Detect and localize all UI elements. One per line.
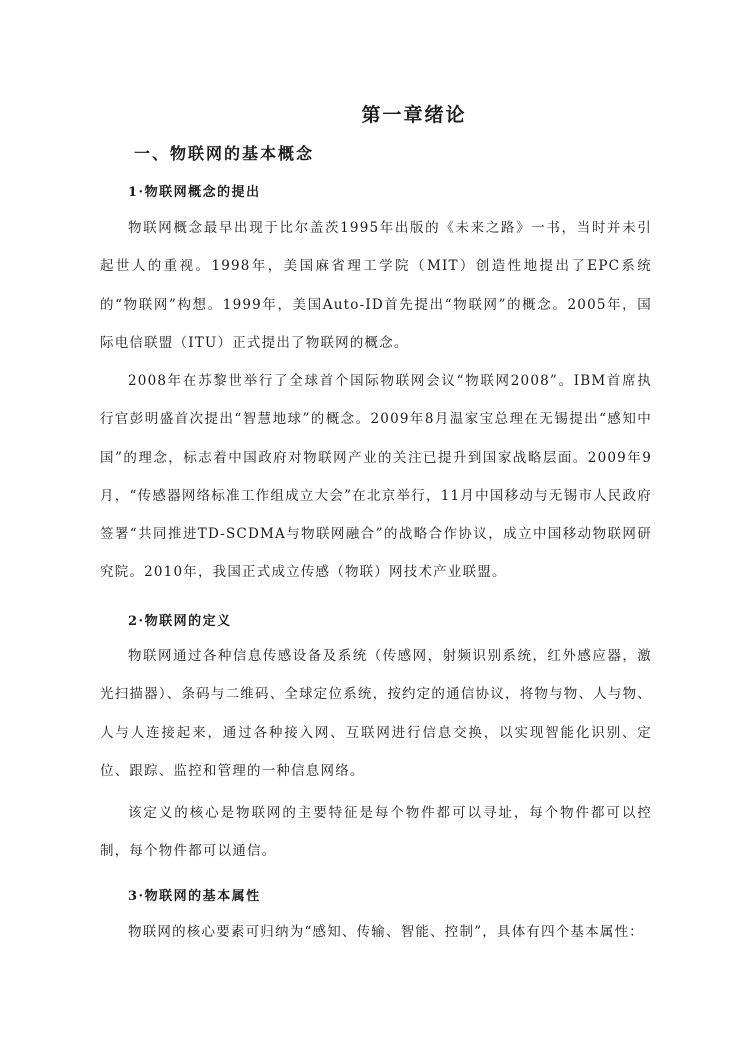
paragraph-1-2: 2008年在苏黎世举行了全球首个国际物联网会议“物联网2008”。IBM首席执行官彭明盛首次提出“智慧地球”的概念。2009年8月温家宝总理在无锡提出“感知中国”的理念，标志着中国政府对物联网产业的关注已提升到国家战略层面。2009年9月，“传感器网络标准工作组成立大会”在北京举行，11月中国移动与无锡市人民政府签署“共同推进TD-SCDMA与物联网融合”的战略合作协议，成立中国移动物联网研究院。2010年，我国正式成立传感（物联）网技术产业联盟。 bbox=[100, 373, 652, 581]
paragraph-3-1: 物联网的核心要素可归纳为“感知、传输、智能、控制”，具体有四个基本属性： bbox=[128, 924, 645, 940]
chapter-title: 第一章绪论 bbox=[361, 104, 467, 126]
section-heading: 一、物联网的基本概念 bbox=[134, 144, 315, 163]
subsection-heading-2: 2·物联网的定义 bbox=[128, 614, 232, 629]
subsection-heading-1: 1·物联网概念的提出 bbox=[128, 185, 261, 200]
paragraph-2-2: 该定义的核心是物联网的主要特征是每个物件都可以寻址，每个物件都可以控制，每个物件都可以通信。 bbox=[100, 805, 652, 860]
paragraph-1-1: 物联网概念最早出现于比尔盖茨1995年出版的《未来之路》一书，当时并未引起世人的重视。1998年，美国麻省理工学院（MIT）创造性地提出了EPC系统的“物联网”构想。1999年，美国Auto-ID首先提出“物联网”的概念。2005年，国际电信联盟（ITU）正式提出了物联网的概念。 bbox=[100, 220, 652, 351]
subsection-heading-3: 3·物联网的基本属性 bbox=[128, 889, 261, 904]
paragraph-2-1: 物联网通过各种信息传感设备及系统（传感网，射频识别系统，红外感应器，激光扫描器）、条码与二维码、全球定位系统，按约定的通信协议，将物与物、人与物、人与人连接起来，通过各种接入网、互联网进行信息交换，以实现智能化识别、定位、跟踪、监控和管理的一种信息网络。 bbox=[100, 648, 652, 779]
